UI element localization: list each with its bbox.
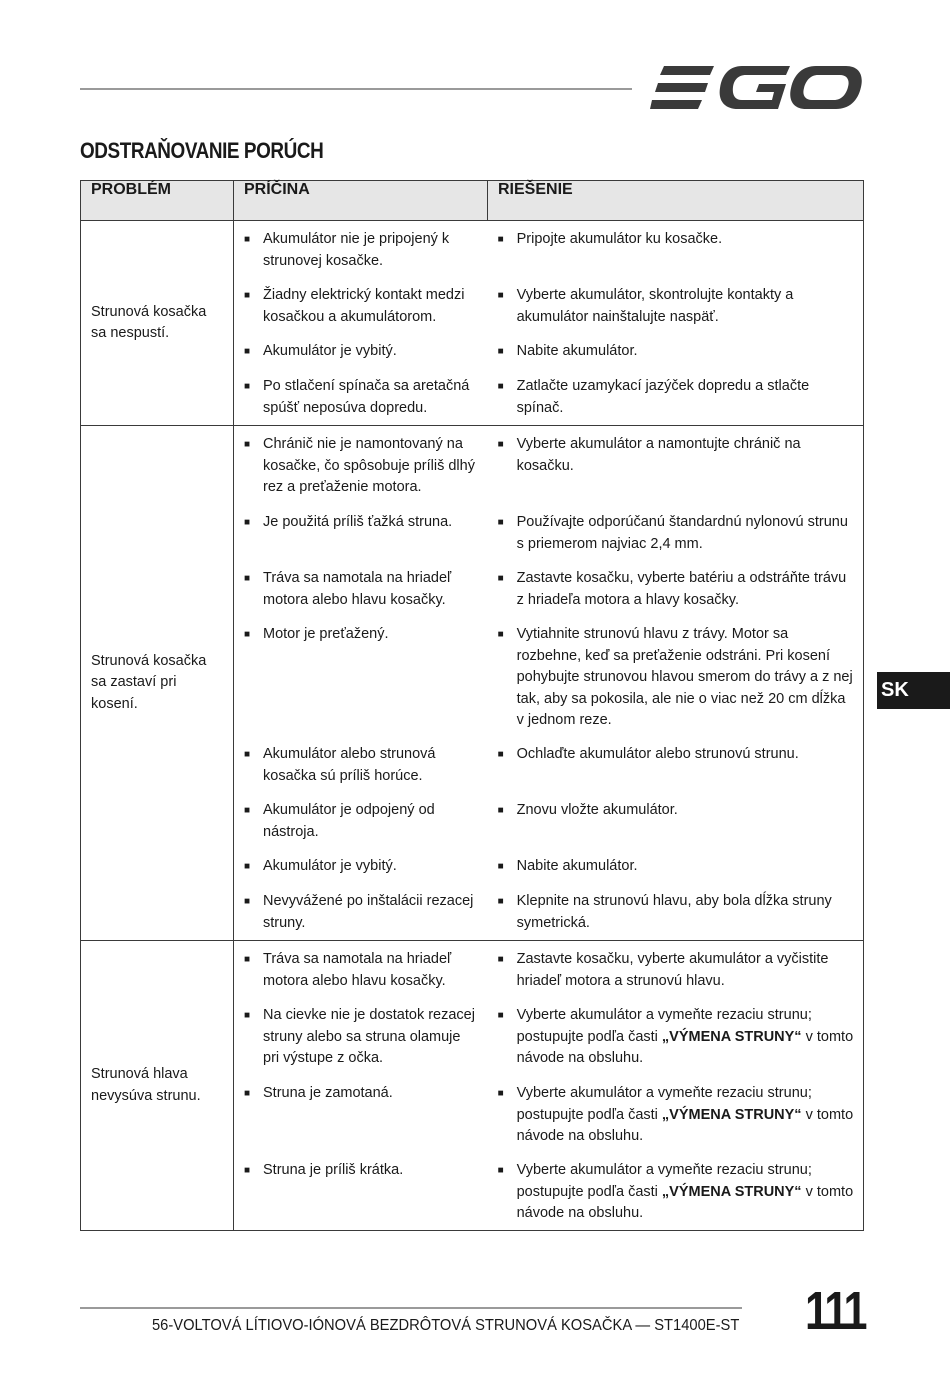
bullet-icon: ■ [244, 234, 251, 245]
footer-rule [80, 1307, 742, 1309]
bullet-icon: ■ [497, 896, 504, 907]
list-item [234, 512, 863, 568]
problem-cell: Strunová kosačka sa nespustí. [81, 221, 234, 426]
bullet-icon: ■ [244, 1088, 251, 1099]
header-rule [80, 88, 632, 90]
list-item [234, 941, 863, 1005]
cause-item: ■ Motor je preťažený. [234, 624, 488, 744]
bullet-icon: ■ [497, 290, 504, 301]
solution-item: ■ Používajte odporúčanú štandardnú nylonovú strunu s priemerom najviac 2,4 mm. [488, 512, 863, 568]
solution-item: ■ Klepnite na strunovú hlavu, aby bola dĺžka struny symetrická. [488, 891, 863, 940]
list-item [234, 1005, 863, 1083]
bullet-icon: ■ [244, 1010, 251, 1021]
bullet-icon: ■ [244, 573, 251, 584]
cause-solution-list [234, 426, 864, 941]
solution-item: ■ Zastavte kosačku, vyberte batériu a odstráňte trávu z hriadeľa motora a hlavy kosačky. [488, 568, 863, 624]
solution-item: ■ Zastavte kosačku, vyberte akumulátor a vyčistite hriadeľ motora a strunovú hlavu. [488, 949, 863, 1005]
cause-item: ■ Tráva sa namotala na hriadeľ motora alebo hlavu kosačky. [234, 949, 488, 1005]
list-item [234, 285, 863, 341]
bullet-icon: ■ [244, 954, 251, 965]
solution-item: ■ Vyberte akumulátor a vymeňte rezaciu strunu; postupujte podľa časti „VÝMENA STRUNY“ v tomto návode na obsluhu. [488, 1083, 863, 1160]
cause-item: ■ Akumulátor je odpojený od nástroja. [234, 800, 488, 856]
table-row [81, 426, 864, 941]
list-item [234, 800, 863, 856]
problem-cell: Strunová hlava nevysúva strunu. [81, 941, 234, 1231]
bullet-icon: ■ [244, 896, 251, 907]
list-item [234, 1083, 863, 1160]
list-item [234, 426, 863, 512]
list-item [234, 568, 863, 624]
solution-item: ■ Vyberte akumulátor a vymeňte rezaciu strunu; postupujte podľa časti „VÝMENA STRUNY“ v tomto návode na obsluhu. [488, 1005, 863, 1083]
cause-item: ■ Žiadny elektrický kontakt medzi kosačkou a akumulátorom. [234, 285, 488, 341]
solution-item: ■ Pripojte akumulátor ku kosačke. [488, 229, 863, 285]
column-header-solution: RIEŠENIE [488, 181, 864, 221]
footer-product-title: 56-VOLTOVÁ LÍTIOVO-IÓNOVÁ BEZDRÔTOVÁ STRUNOVÁ KOSAČKA — ST1400E-ST [152, 1317, 740, 1334]
cause-item: ■ Nevyvážené po inštalácii rezacej struny. [234, 891, 488, 940]
column-header-problem: PROBLÉM [81, 181, 234, 221]
bullet-icon: ■ [497, 234, 504, 245]
table-row [81, 221, 864, 426]
bullet-icon: ■ [497, 346, 504, 357]
bullet-icon: ■ [244, 517, 251, 528]
list-item [234, 744, 863, 800]
list-item [234, 624, 863, 744]
list-item [234, 856, 863, 891]
column-header-cause: PRÍČINA [234, 181, 488, 221]
cause-item: ■ Chránič nie je namontovaný na kosačke, čo spôsobuje príliš dlhý rez a preťaženie motora. [234, 434, 488, 512]
bullet-icon: ■ [244, 805, 251, 816]
solution-item: ■ Vyberte akumulátor a namontujte chránič na kosačku. [488, 434, 863, 512]
bullet-icon: ■ [244, 439, 251, 450]
solution-item: ■ Vyberte akumulátor a vymeňte rezaciu strunu; postupujte podľa časti „VÝMENA STRUNY“ v tomto návode na obsluhu. [488, 1160, 863, 1230]
bullet-icon: ■ [497, 805, 504, 816]
solution-item: ■ Vyberte akumulátor, skontrolujte kontakty a akumulátor nainštalujte naspäť. [488, 285, 863, 341]
language-tab: SK [877, 672, 950, 709]
bullet-icon: ■ [497, 573, 504, 584]
bullet-icon: ■ [244, 1165, 251, 1176]
bullet-icon: ■ [244, 381, 251, 392]
cause-item: ■ Akumulátor nie je pripojený k strunovej kosačke. [234, 229, 488, 285]
bullet-icon: ■ [497, 517, 504, 528]
bullet-icon: ■ [244, 629, 251, 640]
cause-item: ■ Struna je príliš krátka. [234, 1160, 488, 1230]
bullet-icon: ■ [497, 629, 504, 640]
page-number: 111 [805, 1281, 866, 1341]
bullet-icon: ■ [497, 1088, 504, 1099]
solution-item: ■ Vytiahnite strunovú hlavu z trávy. Motor sa rozbehne, keď sa preťaženie odstráni. Pri kosení pohybujte strunovou hlavou smerom do trávy a z nej tak, aby sa pokosila, ale nie o viac než 20 cm dĺžka v jednom reze. [488, 624, 863, 744]
solution-item: ■ Znovu vložte akumulátor. [488, 800, 863, 856]
cause-solution-list [234, 221, 864, 426]
bullet-icon: ■ [244, 861, 251, 872]
bullet-icon: ■ [497, 861, 504, 872]
solution-item: ■ Ochlaďte akumulátor alebo strunovú strunu. [488, 744, 863, 800]
table-row [81, 941, 864, 1231]
problem-cell: Strunová kosačka sa zastaví pri kosení. [81, 426, 234, 941]
bullet-icon: ■ [497, 1165, 504, 1176]
bullet-icon: ■ [497, 439, 504, 450]
cause-item: ■ Akumulátor alebo strunová kosačka sú príliš horúce. [234, 744, 488, 800]
list-item [234, 376, 863, 425]
list-item [234, 221, 863, 285]
cause-solution-list [234, 941, 864, 1231]
cause-item: ■ Akumulátor je vybitý. [234, 341, 488, 376]
page-title: ODSTRAŇOVANIE PORÚCH [80, 138, 324, 163]
bullet-icon: ■ [497, 954, 504, 965]
table-header-row [81, 181, 864, 221]
cause-item: ■ Akumulátor je vybitý. [234, 856, 488, 891]
troubleshooting-table [80, 180, 864, 1231]
cause-item: ■ Struna je zamotaná. [234, 1083, 488, 1160]
solution-item: ■ Zatlačte uzamykací jazýček dopredu a stlačte spínač. [488, 376, 863, 425]
cause-item: ■ Na cievke nie je dostatok rezacej struny alebo sa struna olamuje pri výstupe z očka. [234, 1005, 488, 1083]
cause-item: ■ Po stlačení spínača sa aretačná spúšť neposúva dopredu. [234, 376, 488, 425]
solution-item: ■ Nabite akumulátor. [488, 856, 863, 891]
bullet-icon: ■ [497, 1010, 504, 1021]
bullet-icon: ■ [244, 290, 251, 301]
bullet-icon: ■ [497, 749, 504, 760]
list-item [234, 891, 863, 940]
cause-item: ■ Tráva sa namotala na hriadeľ motora alebo hlavu kosačky. [234, 568, 488, 624]
bullet-icon: ■ [244, 749, 251, 760]
ego-logo [650, 62, 862, 114]
list-item [234, 341, 863, 376]
list-item [234, 1160, 863, 1230]
bullet-icon: ■ [244, 346, 251, 357]
solution-item: ■ Nabite akumulátor. [488, 341, 863, 376]
bullet-icon: ■ [497, 381, 504, 392]
cause-item: ■ Je použitá príliš ťažká struna. [234, 512, 488, 568]
